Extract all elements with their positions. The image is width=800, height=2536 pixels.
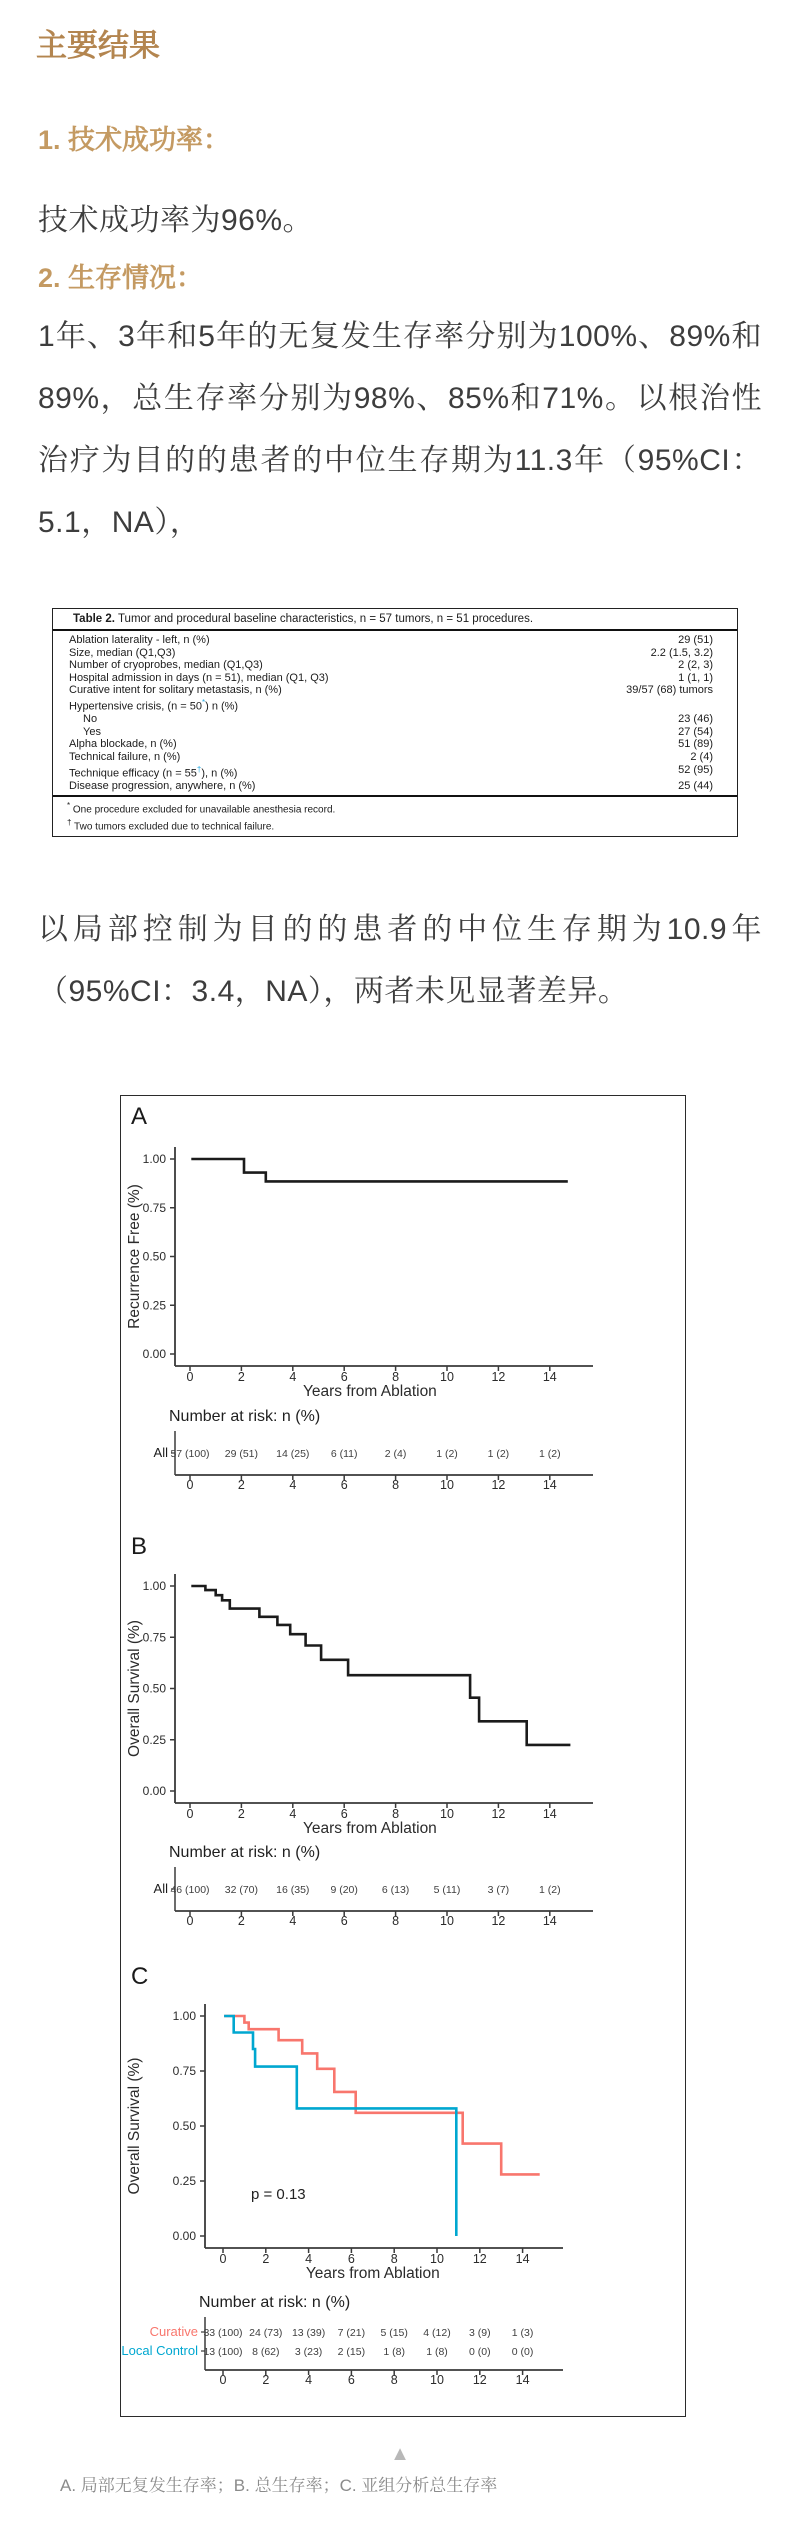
svg-text:8: 8 (392, 1914, 400, 1929)
svg-text:0: 0 (186, 1807, 194, 1822)
svg-text:0.75: 0.75 (142, 1630, 166, 1645)
svg-text:6: 6 (340, 1478, 348, 1493)
svg-text:57 (100): 57 (100) (170, 1448, 210, 1461)
svg-text:2: 2 (237, 1478, 245, 1493)
table-row: Technique efficacy (n = 55†), n (%) 52 (95) (69, 763, 713, 780)
svg-text:14: 14 (515, 2373, 530, 2388)
svg-text:14 (25): 14 (25) (276, 1448, 310, 1461)
svg-text:14: 14 (542, 1370, 557, 1385)
svg-text:6: 6 (347, 2252, 355, 2267)
table-rows (53, 631, 737, 795)
svg-text:7 (21): 7 (21) (337, 2327, 366, 2340)
svg-text:13 (100): 13 (100) (203, 2346, 243, 2359)
svg-text:10: 10 (430, 2373, 444, 2388)
svg-text:33 (100): 33 (100) (203, 2327, 243, 2340)
svg-text:9 (20): 9 (20) (330, 1884, 358, 1897)
section-1-text: 技术成功率为96%。 (38, 204, 314, 237)
table-footnote: † Two tumors excluded due to technical failure. (67, 817, 275, 833)
svg-text:Years from Ablation: Years from Ablation (302, 1383, 437, 1401)
svg-text:4: 4 (305, 2252, 313, 2267)
svg-text:12: 12 (472, 2252, 487, 2267)
svg-text:5 (15): 5 (15) (380, 2327, 408, 2340)
table-footnotes (53, 795, 737, 836)
svg-text:3 (23): 3 (23) (294, 2346, 323, 2359)
table-row: No 23 (46) (83, 713, 713, 726)
svg-text:8: 8 (390, 2252, 398, 2267)
svg-text:0.75: 0.75 (172, 2064, 196, 2079)
svg-text:0.50: 0.50 (142, 1249, 166, 1264)
svg-text:A: A (131, 1103, 148, 1131)
svg-text:0.00: 0.00 (142, 1784, 166, 1799)
table-footnote: * One procedure excluded for unavailable anesthesia record. (67, 801, 336, 816)
table-title-rest: Tumor and procedural baseline characteristics, n = 57 tumors, n = 51 procedures. (114, 613, 534, 625)
svg-text:3 (9): 3 (9) (469, 2327, 491, 2340)
svg-text:0.50: 0.50 (172, 2119, 196, 2134)
svg-text:29 (51): 29 (51) (224, 1448, 259, 1461)
svg-text:10: 10 (430, 2252, 444, 2267)
svg-text:All: All (153, 1881, 168, 1897)
svg-text:8: 8 (392, 1370, 400, 1385)
svg-text:2: 2 (262, 2373, 270, 2388)
km-panel-a (121, 1096, 685, 1526)
svg-text:8: 8 (392, 1807, 400, 1822)
svg-text:0 (0): 0 (0) (469, 2346, 491, 2359)
svg-text:0.00: 0.00 (142, 1347, 166, 1362)
svg-text:0.25: 0.25 (142, 1298, 166, 1313)
svg-text:4: 4 (305, 2373, 313, 2388)
svg-text:14: 14 (515, 2252, 530, 2267)
table-row: Number of cryoprobes, median (Q1,Q3) 2 (2, 3) (69, 659, 713, 672)
table-row: Alpha blockade, n (%) 51 (89) (69, 738, 713, 751)
svg-text:Years from Ablation: Years from Ablation (302, 1820, 437, 1838)
svg-text:5 (11): 5 (11) (433, 1884, 461, 1897)
svg-text:0.25: 0.25 (172, 2174, 196, 2189)
section-2-paragraph-2: 以局部控制为目的的患者的中位生存期为10.9年（95%CI：3.4，NA），两者未见显著差异。 (38, 913, 762, 1009)
svg-text:8: 8 (390, 2373, 398, 2388)
svg-text:0.25: 0.25 (142, 1732, 166, 1747)
table-2-figure (0, 608, 800, 837)
svg-text:C: C (131, 1963, 149, 1991)
svg-text:12: 12 (491, 1807, 506, 1822)
km-panel-c (121, 1956, 685, 2416)
svg-text:0: 0 (186, 1914, 194, 1929)
svg-text:1.00: 1.00 (172, 2009, 196, 2024)
svg-text:0 (0): 0 (0) (511, 2346, 534, 2359)
svg-text:46 (100): 46 (100) (170, 1884, 210, 1897)
table-row: Hospital admission in days (n = 51), median (Q1, Q3) 1 (1, 1) (69, 671, 713, 684)
svg-text:B: B (131, 1533, 148, 1561)
svg-text:12: 12 (491, 1478, 506, 1493)
svg-text:2: 2 (262, 2252, 270, 2267)
svg-text:1 (2): 1 (2) (436, 1448, 458, 1461)
svg-text:1 (2): 1 (2) (539, 1884, 561, 1897)
svg-text:0.75: 0.75 (142, 1200, 166, 1215)
svg-text:p = 0.13: p = 0.13 (251, 2186, 306, 2204)
svg-text:1 (2): 1 (2) (487, 1448, 510, 1461)
svg-text:2 (4): 2 (4) (384, 1448, 407, 1461)
svg-text:6: 6 (347, 2373, 355, 2388)
svg-text:Number at risk: n (%): Number at risk: n (%) (169, 1844, 321, 1862)
svg-text:13 (39): 13 (39) (291, 2327, 326, 2340)
svg-text:2 (15): 2 (15) (337, 2346, 366, 2359)
svg-text:1 (8): 1 (8) (426, 2346, 448, 2359)
table-row: Curative intent for solitary metastasis, n (%) 39/57 (68) tumors (69, 684, 713, 697)
svg-text:2: 2 (237, 1914, 245, 1929)
svg-text:8: 8 (392, 1478, 400, 1493)
svg-text:14: 14 (542, 1914, 557, 1929)
table-title-bold: Table 2. (73, 613, 115, 625)
km-figure-box (120, 1095, 686, 2417)
svg-text:32 (70): 32 (70) (224, 1884, 259, 1897)
svg-text:1 (3): 1 (3) (511, 2327, 534, 2340)
svg-text:Number at risk: n (%): Number at risk: n (%) (199, 2294, 351, 2312)
svg-text:10: 10 (440, 1807, 454, 1822)
svg-text:6: 6 (340, 1370, 348, 1385)
svg-text:Curative: Curative (149, 2324, 198, 2340)
svg-text:14: 14 (542, 1807, 557, 1822)
svg-text:0.50: 0.50 (142, 1681, 166, 1696)
svg-text:0: 0 (219, 2252, 227, 2267)
svg-text:2: 2 (237, 1370, 245, 1385)
svg-text:6: 6 (340, 1807, 348, 1822)
svg-text:0: 0 (219, 2373, 227, 2388)
svg-text:2: 2 (237, 1807, 245, 1822)
back-to-top-icon[interactable]: ▲ (390, 2443, 410, 2466)
section-2-heading: 2. 生存情况： (38, 263, 204, 293)
svg-text:4: 4 (289, 1807, 297, 1822)
table-row: Size, median (Q1,Q3) 2.2 (1.5, 3.2) (69, 646, 713, 659)
svg-text:1 (2): 1 (2) (539, 1448, 561, 1461)
svg-text:0: 0 (186, 1370, 194, 1385)
km-figure (0, 1095, 800, 2417)
svg-text:0.00: 0.00 (172, 2229, 196, 2244)
svg-text:6: 6 (340, 1914, 348, 1929)
svg-text:6 (13): 6 (13) (381, 1884, 410, 1897)
svg-text:4 (12): 4 (12) (423, 2327, 451, 2340)
svg-text:1 (8): 1 (8) (383, 2346, 405, 2359)
svg-text:Local Control: Local Control (121, 2343, 198, 2359)
article (0, 26, 800, 2497)
svg-text:10: 10 (440, 1914, 454, 1929)
svg-text:Number at risk: n (%): Number at risk: n (%) (169, 1408, 321, 1426)
svg-text:3 (7): 3 (7) (487, 1884, 510, 1897)
table-row: Yes 27 (54) (83, 725, 713, 738)
svg-text:Overall Survival (%): Overall Survival (%) (126, 2057, 143, 2195)
svg-text:Years from Ablation: Years from Ablation (305, 2265, 440, 2283)
svg-text:All: All (153, 1445, 168, 1461)
table-row: Technical failure, n (%) 2 (4) (69, 751, 713, 763)
table-row: Disease progression, anywhere, n (%) 25 (44) (69, 779, 713, 792)
svg-text:12: 12 (472, 2373, 487, 2388)
svg-text:14: 14 (542, 1478, 557, 1493)
section-2-paragraph-1: 1年、3年和5年的无复发生存率分别为100%、89%和89%，总生存率分别为98%、85%和71%。以根治性治疗为目的的患者的中位生存期为11.3年（95%CI：5.1，NA）， (38, 320, 762, 539)
svg-text:1.00: 1.00 (142, 1152, 166, 1167)
svg-text:12: 12 (491, 1370, 506, 1385)
section-1-heading: 1. 技术成功率： (38, 125, 231, 155)
table-row: Ablation laterality - left, n (%) 29 (51) (69, 634, 713, 646)
svg-text:10: 10 (440, 1478, 454, 1493)
svg-text:4: 4 (289, 1914, 297, 1929)
svg-text:12: 12 (491, 1914, 506, 1929)
table-2 (52, 608, 738, 837)
table-row: Hypertensive crisis, (n = 50*) n (%) (69, 697, 239, 713)
svg-text:4: 4 (289, 1478, 297, 1493)
svg-text:4: 4 (289, 1370, 297, 1385)
svg-text:1.00: 1.00 (142, 1579, 166, 1594)
svg-text:8 (62): 8 (62) (252, 2346, 280, 2359)
svg-text:10: 10 (440, 1370, 454, 1385)
figure-caption: A. 局部无复发生存率；B. 总生存率；C. 亚组分析总生存率 (60, 2476, 498, 2496)
table-title (53, 609, 737, 631)
svg-text:Overall Survival (%): Overall Survival (%) (126, 1620, 143, 1758)
svg-text:24 (73): 24 (73) (249, 2327, 283, 2340)
svg-text:Recurrence Free (%): Recurrence Free (%) (126, 1184, 143, 1329)
km-panel-b (121, 1526, 685, 1956)
svg-text:0: 0 (186, 1478, 194, 1493)
svg-text:16 (35): 16 (35) (276, 1884, 310, 1897)
svg-text:6 (11): 6 (11) (330, 1448, 358, 1461)
page-title: 主要结果 (36, 28, 160, 63)
